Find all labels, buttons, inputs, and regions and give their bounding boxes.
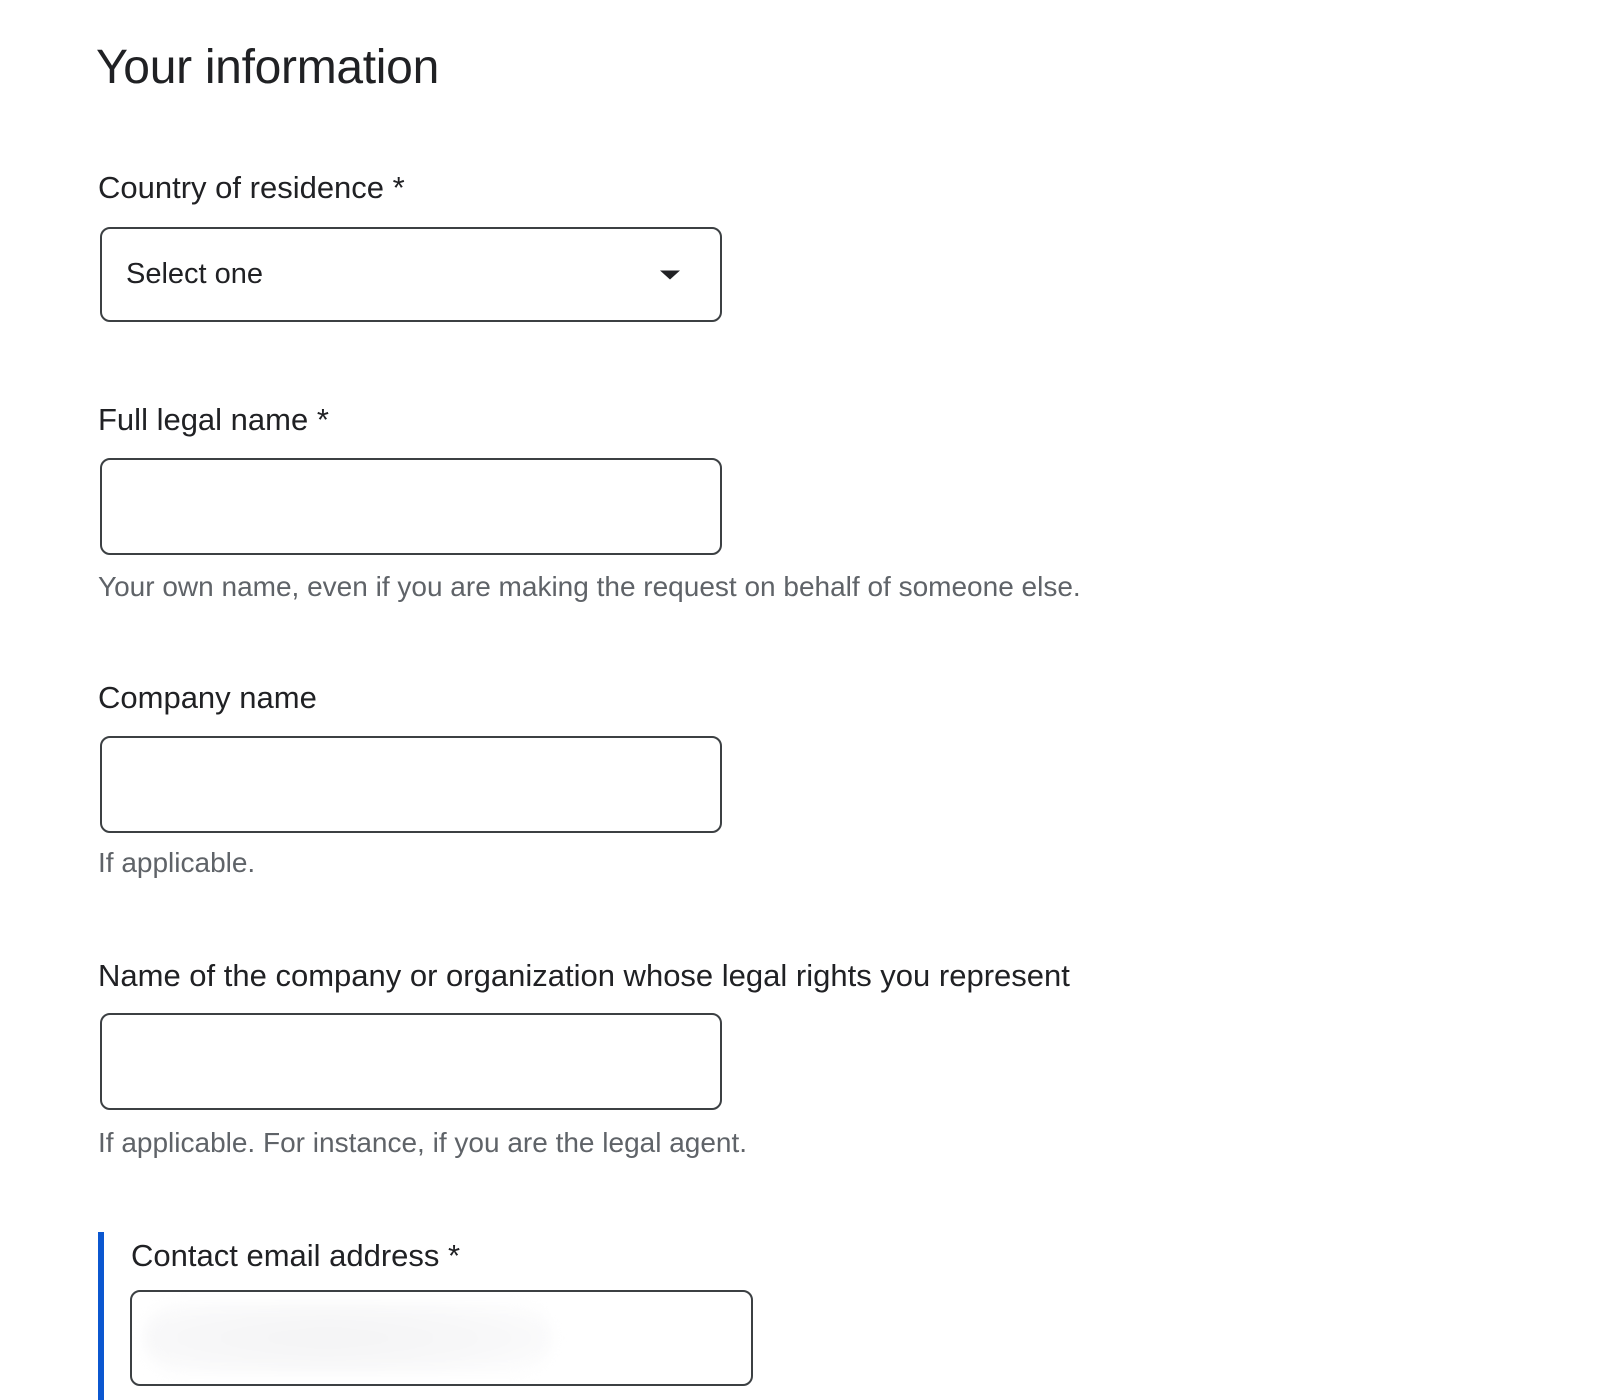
- country-of-residence-label: Country of residence *: [98, 170, 405, 205]
- contact-email-input[interactable]: [130, 1290, 753, 1386]
- redacted-email-value-blur: [144, 1302, 552, 1374]
- contact-email-label: Contact email address *: [131, 1238, 461, 1273]
- company-name-label: Company name: [98, 680, 317, 715]
- full-legal-name-label: Full legal name *: [98, 402, 329, 437]
- org-represented-input[interactable]: [100, 1013, 722, 1110]
- org-represented-helper: If applicable. For instance, if you are the legal agent.: [98, 1127, 748, 1158]
- page-title: Your information: [96, 41, 439, 94]
- company-name-input[interactable]: [100, 736, 722, 833]
- active-field-indicator: [98, 1232, 104, 1400]
- country-select-value: Select one: [126, 258, 264, 290]
- org-represented-label: Name of the company or organization whose legal rights you represent: [98, 958, 1070, 993]
- country-of-residence-select[interactable]: [100, 227, 722, 322]
- full-legal-name-helper: Your own name, even if you are making the request on behalf of someone else.: [98, 571, 1081, 602]
- chevron-down-icon: [660, 270, 680, 279]
- full-legal-name-input[interactable]: [100, 458, 722, 555]
- company-name-helper: If applicable.: [98, 847, 256, 878]
